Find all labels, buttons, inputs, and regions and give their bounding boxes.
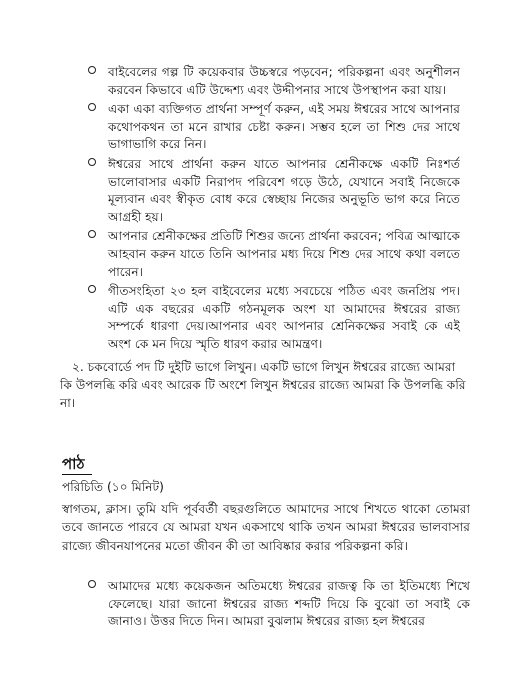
section-heading: পাঠ xyxy=(62,455,85,473)
heading-underline xyxy=(62,474,92,475)
bullet-text: বাইবেলের গল্প টি কয়েকবার উচ্চস্বরে পড়বেন; পরিকল্পনা এবং অনুশীলন করবেন কিভাবে এটি উদ্দেশ্য এবং উদ্দীপনার সাথে উপস্থাপন করা যায়। xyxy=(108,65,460,97)
numbered-item-2: ২. চকবোর্ডে পদ টি দুইটি ভাগে লিখুন। একটি ভাগে লিখুন ঈশ্বরের রাজ্যে আমরা কি উপলব্ধি করি এবং আরেক টি অংশে লিখুন ঈশ্বরের রাজ্যে আমরা কি উপলব্ধি করি না। xyxy=(60,360,466,410)
list-item xyxy=(108,156,460,226)
list-item xyxy=(108,101,460,154)
bullet-text: আপনার শ্রেনীকক্ষের প্রতিটি শিশুর জন্যে প্রার্থনা করবেন; পবিত্র আত্মাকে আহবান করুন যাতে তিনি আপনার মধ্য দিয়ে শিশু দের সাথে কথা বলতে পারেন। xyxy=(108,229,460,279)
list-item xyxy=(108,283,460,353)
bullet-text: আমাদের মধ্যে কয়েকজন অতিমধ্যে ঈশ্বরের রাজত্ব কি তা ইতিমধ্যে শিখে ফেলেছে। যারা জানো ঈশ্বরের রাজ্য শব্দটি দিয়ে কি বুঝো তা সবাই কে জানাও। উত্তর দিতে দিন। আমরা বুঝলাম ঈশ্বরের রাজ্য হল ঈশ্বরের xyxy=(108,579,470,629)
intro-paragraph: স্বাগতম, ক্লাস। তুমি যদি পূর্ববর্তী বছরগুলিতে আমাদের সাথে শিখতে থাকো তোমরা তবে জানতে পারবে যে আমরা যখন একসাথে থাকি তখন আমরা ঈশ্বরের ভালবাসার রাজ্যে জীবনযাপনের মতো জীবন কী তা আবিষ্কার করার পরিকল্পনা করি। xyxy=(62,502,470,553)
list-item xyxy=(108,64,460,99)
preparation-bullet-list xyxy=(108,64,460,356)
hollow-circle-bullet-icon xyxy=(88,158,96,166)
hollow-circle-bullet-icon xyxy=(88,66,96,74)
hollow-circle-bullet-icon xyxy=(88,285,96,293)
list-item xyxy=(108,228,460,281)
bullet-text: গীতসংহিতা ২৩ হল বাইবেলের মধ্যে সবচেয়ে পঠিত এবং জনপ্রিয় পদ। এটি এক বছরের একটি গঠনমূলক অংশ যা আমাদের ঈশ্বরের রাজ্য সম্পর্কে ধারণা দেয়।আপনার এবং আপনার শ্রেনিকক্ষের সবাই কে এই অংশ কে মন দিয়ে স্মৃতি ধারণ করার আমন্ত্রণ। xyxy=(108,284,460,351)
hollow-circle-bullet-icon xyxy=(88,230,96,238)
hollow-circle-bullet-icon xyxy=(88,580,96,588)
hollow-circle-bullet-icon xyxy=(88,103,96,111)
bullet-text: একা একা ব্যক্তিগত প্রার্থনা সম্পূর্ণ করুন, এই সময় ঈশ্বরের সাথে আপনার কথোপকথন তা মনে রাখার চেষ্টা করুন। সম্ভব হলে তা শিশু দের সাথে ভাগাভাগি করে নিন। xyxy=(108,102,460,152)
bullet-text: ঈশ্বরের সাথে প্রার্থনা করুন যাতে আপনার শ্রেনীকক্ষে একটি নিঃশর্ত ভালোবাসার একটি নিরাপদ পরিবেশ গড়ে উঠে, যেখানে সবাই নিজেকে মূল্যবান এবং স্বীকৃত বোধ করে স্বেচ্ছায় নিজের অনুভূতি ভাগ করে নিতে আগ্রহী হয়। xyxy=(108,156,460,224)
intro-bullet-list xyxy=(108,578,470,633)
list-item xyxy=(108,578,470,631)
section-subheading: পরিচিতি (১০ মিনিট) xyxy=(62,480,164,494)
